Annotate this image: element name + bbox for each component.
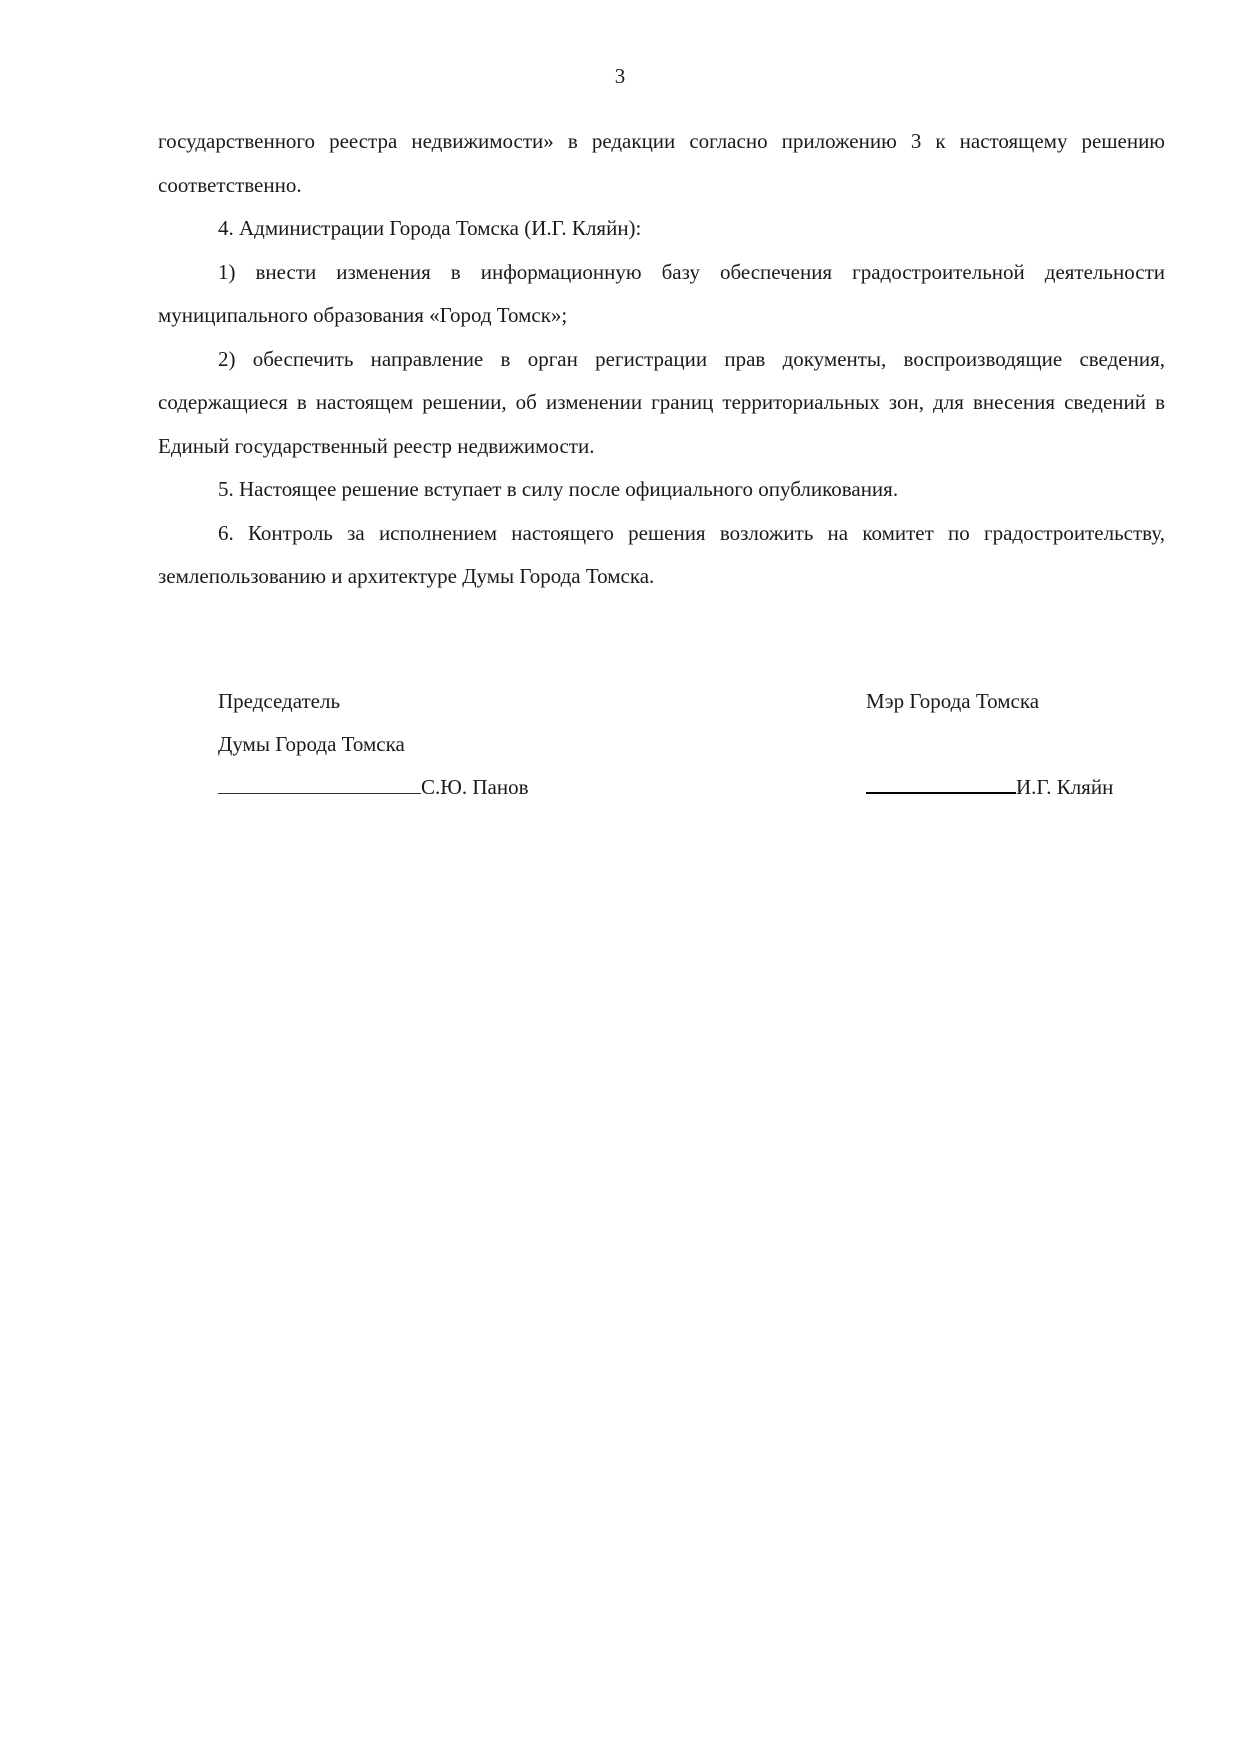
paragraph-item-4: 4. Администрации Города Томска (И.Г. Кляйн): <box>218 216 642 240</box>
page-number: 3 <box>614 64 626 88</box>
paragraph-continuation: государственного реестра недвижимости» в редакции согласно приложению 3 к настоящему решению соответственно. <box>158 129 1165 197</box>
signer-title-line2: Думы Города Томска <box>218 732 405 756</box>
signature-block-mayor <box>866 680 1113 809</box>
paragraph-item-4-2: 2) обеспечить направление в орган регистрации прав документы, воспроизводящие сведения, содержащиеся в настоящем решении, об изменении границ территориальных зон, для внесения сведений в Единый государственный реестр недвижимости. <box>158 346 1165 458</box>
paragraph-item-6: 6. Контроль за исполнением настоящего решения возложить на комитет по градостроительству, землепользованию и архитектуре Думы Города Томска. <box>158 520 1165 588</box>
signature-block-chairman <box>218 680 528 809</box>
signer-name: И.Г. Кляйн <box>1016 775 1114 799</box>
signer-name: С.Ю. Панов <box>421 775 529 799</box>
paragraph-item-5: 5. Настоящее решение вступает в силу после официального опубликования. <box>218 477 899 501</box>
signature-line <box>866 791 1016 794</box>
signature-line <box>218 792 421 794</box>
signer-title: Мэр Города Томска <box>866 689 1040 713</box>
signer-title: Председатель <box>218 689 341 713</box>
document-body <box>158 120 1165 599</box>
paragraph-item-4-1: 1) внести изменения в информационную базу обеспечения градостроительной деятельности муниципального образования «Город Томск»; <box>158 259 1165 327</box>
